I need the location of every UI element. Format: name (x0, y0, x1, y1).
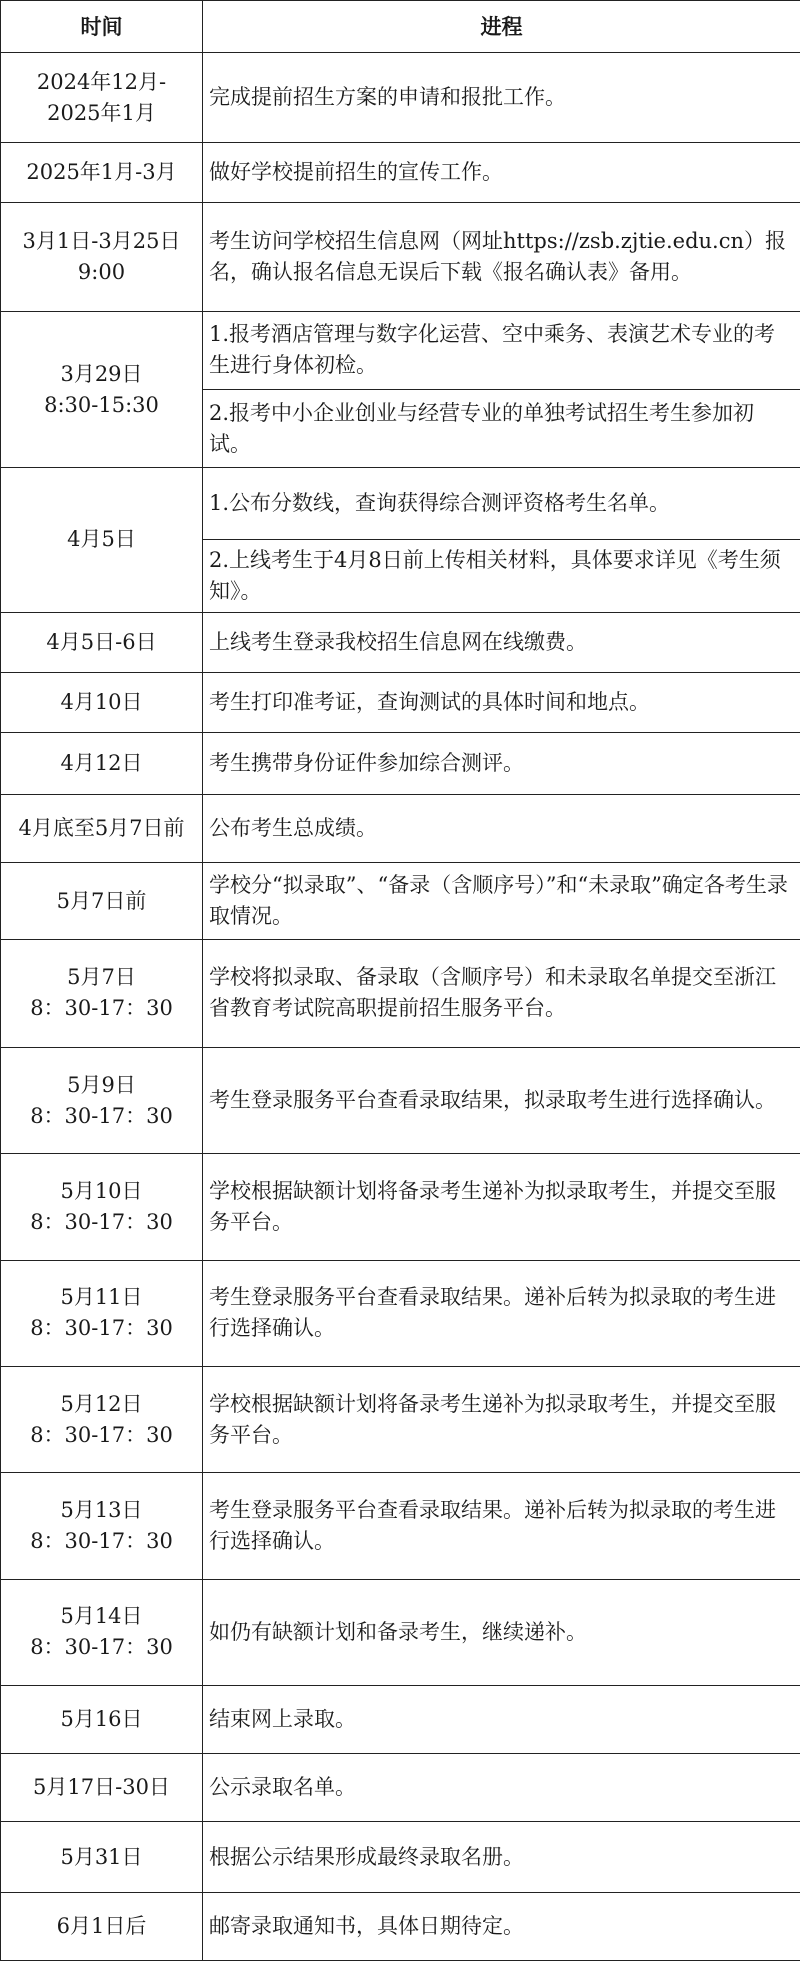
progress-text: 2.上线考生于4月8日前上传相关材料，具体要求详见《考生须知》。 (209, 548, 781, 604)
time-text: 5月17日-30日 (33, 1775, 170, 1800)
progress-text: 学校分“拟录取”、“备录（含顺序号）”和“未录取”确定各考生录取情况。 (209, 873, 788, 929)
header-time: 时间 (1, 1, 203, 53)
time-text: 3月1日-3月25日 (22, 229, 181, 254)
progress-text: 学校将拟录取、备录取（含顺序号）和未录取名单提交至浙江省教育考试院高职提前招生服务平台。 (209, 965, 776, 1021)
progress-text: 考生登录服务平台查看录取结果，拟录取考生进行选择确认。 (209, 1088, 776, 1113)
table-row (1, 1048, 800, 1154)
time-text: 8:30-15:30 (44, 392, 159, 417)
table-row (1, 863, 800, 939)
time-text: 5月31日 (60, 1844, 143, 1869)
time-text: 6月1日后 (56, 1913, 147, 1938)
progress-text: 考生访问学校招生信息网（网址https://zsb.zjtie.edu.cn）报名，确认报名信息无误后下载《报名确认表》备用。 (209, 229, 786, 285)
time-text: 8：30-17：30 (30, 1316, 173, 1341)
table-row (1, 1579, 800, 1685)
table-row (1, 672, 800, 732)
progress-cell (203, 540, 800, 612)
table-row (1, 1686, 800, 1754)
progress-cell (203, 1260, 800, 1366)
time-text: 2025年1月 (47, 100, 156, 125)
time-text: 5月16日 (60, 1707, 143, 1732)
time-cell (1, 1579, 203, 1685)
time-text: 5月12日 (60, 1391, 143, 1416)
progress-text: 邮寄录取通知书，具体日期待定。 (209, 1913, 524, 1938)
table-row (1, 733, 800, 795)
time-cell (1, 1260, 203, 1366)
progress-cell (203, 1892, 800, 1960)
table-row (1, 612, 800, 672)
progress-cell (203, 733, 800, 795)
progress-text: 做好学校提前招生的宣传工作。 (209, 160, 503, 185)
time-cell (1, 863, 203, 939)
progress-cell (203, 1048, 800, 1154)
table-row (1, 1260, 800, 1366)
progress-text: 公示录取名单。 (209, 1775, 356, 1800)
time-text: 4月5日-6日 (46, 629, 157, 654)
table-row (1, 53, 800, 143)
progress-text: 学校根据缺额计划将备录考生递补为拟录取考生，并提交至服务平台。 (209, 1179, 776, 1235)
progress-cell (203, 468, 800, 540)
table-row (1, 939, 800, 1047)
progress-cell (203, 53, 800, 143)
progress-text: 考生打印准考证，查询测试的具体时间和地点。 (209, 689, 650, 714)
time-text: 8：30-17：30 (30, 1529, 173, 1553)
header-progress: 进程 (203, 1, 800, 53)
table-row (1, 1892, 800, 1960)
time-cell (1, 1686, 203, 1754)
progress-text: 1.公布分数线，查询获得综合测评资格考生名单。 (209, 491, 671, 516)
progress-cell (203, 311, 800, 389)
time-text: 8：30-17：30 (30, 1422, 173, 1447)
progress-cell (203, 203, 800, 311)
time-cell (1, 1154, 203, 1260)
time-text: 5月11日 (60, 1285, 143, 1310)
time-cell (1, 612, 203, 672)
table-row (1, 795, 800, 863)
time-text: 5月13日 (60, 1498, 143, 1522)
time-cell (1, 203, 203, 311)
time-text: 4月10日 (60, 689, 143, 714)
progress-text: 根据公示结果形成最终录取名册。 (209, 1844, 524, 1869)
table-row (1, 1473, 800, 1579)
time-cell (1, 311, 203, 467)
time-text: 5月7日前 (56, 888, 147, 913)
progress-cell (203, 672, 800, 732)
time-cell (1, 1048, 203, 1154)
time-text: 2024年12月- (36, 69, 167, 94)
progress-cell (203, 1754, 800, 1822)
time-cell (1, 468, 203, 612)
progress-cell (203, 795, 800, 863)
table-row (1, 143, 800, 203)
progress-text: 学校根据缺额计划将备录考生递补为拟录取考生，并提交至服务平台。 (209, 1391, 776, 1447)
table-row (1, 311, 800, 389)
time-cell (1, 795, 203, 863)
time-text: 5月7日 (67, 965, 136, 990)
time-text: 5月9日 (67, 1072, 136, 1097)
time-cell (1, 53, 203, 143)
progress-text: 考生携带身份证件参加综合测评。 (209, 751, 524, 776)
progress-cell (203, 1473, 800, 1579)
progress-cell (203, 1579, 800, 1685)
progress-cell (203, 939, 800, 1047)
table-row (1, 1367, 800, 1473)
progress-text: 考生登录服务平台查看录取结果。递补后转为拟录取的考生进行选择确认。 (209, 1285, 776, 1341)
time-text: 8：30-17：30 (30, 1635, 173, 1660)
header-row (1, 1, 800, 53)
progress-text: 上线考生登录我校招生信息网在线缴费。 (209, 629, 587, 654)
time-text: 5月10日 (60, 1179, 143, 1204)
time-text: 3月29日 (60, 361, 143, 386)
progress-text: 考生登录服务平台查看录取结果。递补后转为拟录取的考生进行选择确认。 (209, 1498, 776, 1553)
time-text: 8：30-17：30 (30, 996, 173, 1021)
time-text: 8：30-17：30 (30, 1210, 173, 1235)
time-text: 9:00 (77, 260, 126, 285)
progress-text: 2.报考中小企业创业与经营专业的单独考试招生考生参加初试。 (209, 400, 755, 456)
progress-text: 结束网上录取。 (209, 1707, 356, 1732)
time-cell (1, 1367, 203, 1473)
time-cell (1, 143, 203, 203)
table-row (1, 1754, 800, 1822)
progress-cell (203, 1822, 800, 1892)
time-cell (1, 939, 203, 1047)
time-cell (1, 733, 203, 795)
progress-cell (203, 1686, 800, 1754)
time-text: 4月12日 (60, 751, 143, 776)
progress-cell (203, 612, 800, 672)
table-row (1, 1154, 800, 1260)
progress-cell (203, 390, 800, 468)
table-row (1, 203, 800, 311)
time-cell (1, 1892, 203, 1960)
progress-cell (203, 1367, 800, 1473)
progress-text: 如仍有缺额计划和备录考生，继续递补。 (209, 1619, 587, 1644)
progress-text: 1.报考酒店管理与数字化运营、空中乘务、表演艺术专业的考生进行身体初检。 (209, 322, 776, 378)
time-cell (1, 672, 203, 732)
progress-cell (203, 863, 800, 939)
progress-text: 公布考生总成绩。 (209, 816, 377, 841)
time-text: 4月底至5月7日前 (18, 816, 185, 841)
time-text: 2025年1月-3月 (26, 160, 177, 185)
progress-text: 完成提前招生方案的申请和报批工作。 (209, 85, 566, 110)
time-cell (1, 1754, 203, 1822)
time-cell (1, 1473, 203, 1579)
progress-cell (203, 1154, 800, 1260)
table-row (1, 468, 800, 540)
time-text: 5月14日 (60, 1604, 143, 1629)
time-text: 8：30-17：30 (30, 1103, 173, 1128)
time-cell (1, 1822, 203, 1892)
progress-cell (203, 143, 800, 203)
time-text: 4月5日 (67, 527, 136, 552)
table-row (1, 1822, 800, 1892)
